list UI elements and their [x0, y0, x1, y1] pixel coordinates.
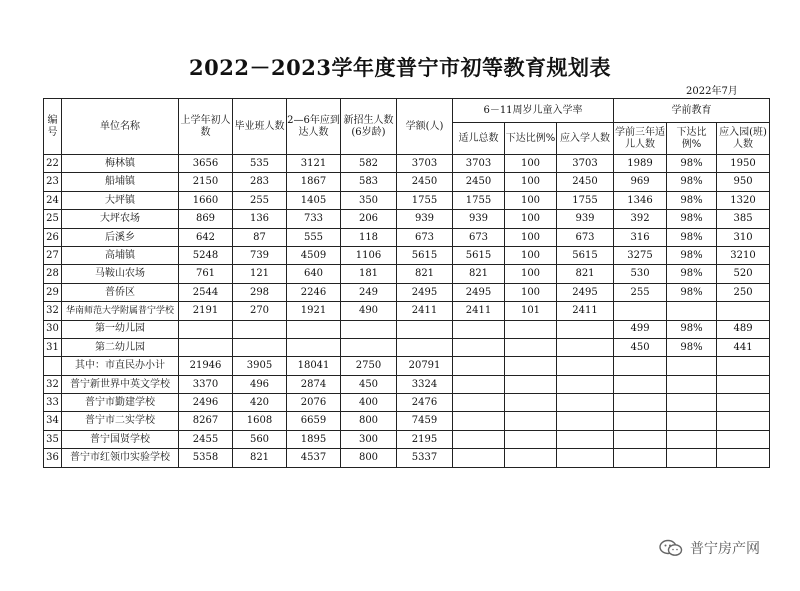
cell-preschool-ratio: 98%: [667, 283, 717, 301]
cell-reach-ratio: [505, 412, 557, 430]
cell-preschool-enroll: 520: [717, 265, 770, 283]
cell-id: 27: [44, 246, 62, 264]
cell-id: 23: [44, 173, 62, 191]
cell-preschool-ratio: [667, 357, 717, 375]
header-graduating: 毕业班人数: [233, 99, 287, 155]
cell-due-2-6: 733: [287, 210, 341, 228]
cell-prev-grade1: 2455: [179, 430, 233, 448]
cell-preschool-3yr: [614, 375, 667, 393]
cell-prev-grade1: 2150: [179, 173, 233, 191]
cell-graduating: 255: [233, 191, 287, 209]
document-title: 2022－2023学年度普宁市初等教育规划表: [189, 55, 611, 80]
cell-preschool-ratio: 98%: [667, 228, 717, 246]
cell-preschool-3yr: 3275: [614, 246, 667, 264]
cell-should-enroll: 821: [557, 265, 614, 283]
cell-preschool-3yr: [614, 412, 667, 430]
cell-due-2-6: 2246: [287, 283, 341, 301]
cell-graduating: 535: [233, 155, 287, 173]
cell-prev-grade1: 2496: [179, 394, 233, 412]
cell-new-enroll: 118: [341, 228, 397, 246]
cell-prev-grade1: 2544: [179, 283, 233, 301]
cell-quota: 20791: [397, 357, 453, 375]
cell-unit-name: 普宁市红领巾实验学校: [62, 449, 179, 467]
cell-should-enroll: 2411: [557, 302, 614, 320]
cell-graduating: [233, 320, 287, 338]
cell-reach-ratio: 100: [505, 210, 557, 228]
cell-age-total: [453, 430, 505, 448]
cell-graduating: 121: [233, 265, 287, 283]
cell-reach-ratio: 100: [505, 191, 557, 209]
cell-should-enroll: 2495: [557, 283, 614, 301]
cell-prev-grade1: [179, 320, 233, 338]
cell-preschool-3yr: 499: [614, 320, 667, 338]
cell-preschool-ratio: [667, 430, 717, 448]
cell-graduating: 821: [233, 449, 287, 467]
cell-graduating: 270: [233, 302, 287, 320]
cell-graduating: [233, 338, 287, 356]
cell-unit-name: 普侨区: [62, 283, 179, 301]
cell-unit-name: 普宁市二实学校: [62, 412, 179, 430]
cell-due-2-6: 6659: [287, 412, 341, 430]
cell-preschool-ratio: 98%: [667, 265, 717, 283]
cell-new-enroll: 249: [341, 283, 397, 301]
cell-new-enroll: 583: [341, 173, 397, 191]
cell-age-total: [453, 394, 505, 412]
cell-id: 32: [44, 375, 62, 393]
header-age-total: 适儿总数: [453, 123, 505, 155]
cell-quota: 3324: [397, 375, 453, 393]
cell-new-enroll: 800: [341, 412, 397, 430]
cell-due-2-6: 1921: [287, 302, 341, 320]
cell-age-total: [453, 357, 505, 375]
cell-graduating: 739: [233, 246, 287, 264]
cell-preschool-ratio: 98%: [667, 246, 717, 264]
cell-prev-grade1: 642: [179, 228, 233, 246]
cell-preschool-enroll: 441: [717, 338, 770, 356]
cell-should-enroll: [557, 394, 614, 412]
cell-preschool-ratio: [667, 412, 717, 430]
cell-graduating: 420: [233, 394, 287, 412]
table-row: [44, 191, 770, 209]
cell-id: [44, 357, 62, 375]
cell-prev-grade1: 2191: [179, 302, 233, 320]
cell-id: 33: [44, 394, 62, 412]
cell-preschool-enroll: 1950: [717, 155, 770, 173]
cell-quota: 939: [397, 210, 453, 228]
table-row: [44, 246, 770, 264]
cell-due-2-6: [287, 320, 341, 338]
cell-quota: [397, 338, 453, 356]
cell-unit-name: 大坪镇: [62, 191, 179, 209]
cell-should-enroll: 2450: [557, 173, 614, 191]
table-row: [44, 394, 770, 412]
cell-preschool-3yr: 1989: [614, 155, 667, 173]
cell-unit-name: 马鞍山农场: [62, 265, 179, 283]
cell-reach-ratio: [505, 338, 557, 356]
cell-new-enroll: 350: [341, 191, 397, 209]
cell-unit-name: 后溪乡: [62, 228, 179, 246]
cell-unit-name: 第二幼儿园: [62, 338, 179, 356]
cell-should-enroll: [557, 430, 614, 448]
table-row: [44, 302, 770, 320]
cell-reach-ratio: 100: [505, 173, 557, 191]
cell-id: 29: [44, 283, 62, 301]
cell-new-enroll: 490: [341, 302, 397, 320]
watermark-text: 普宁房产网: [690, 541, 760, 557]
cell-quota: 5337: [397, 449, 453, 467]
cell-new-enroll: 300: [341, 430, 397, 448]
cell-unit-name: 第一幼儿园: [62, 320, 179, 338]
cell-graduating: 298: [233, 283, 287, 301]
header-due-2-6: 2—6年应到达人数: [287, 99, 341, 155]
cell-preschool-ratio: 98%: [667, 320, 717, 338]
cell-due-2-6: 18041: [287, 357, 341, 375]
cell-unit-name: 船埔镇: [62, 173, 179, 191]
cell-preschool-enroll: [717, 412, 770, 430]
cell-should-enroll: 673: [557, 228, 614, 246]
table-row: [44, 449, 770, 467]
cell-unit-name: 普宁新世界中英文学校: [62, 375, 179, 393]
cell-preschool-enroll: 3210: [717, 246, 770, 264]
cell-new-enroll: 206: [341, 210, 397, 228]
cell-quota: 2195: [397, 430, 453, 448]
table-row: [44, 173, 770, 191]
cell-quota: 2495: [397, 283, 453, 301]
cell-quota: 3703: [397, 155, 453, 173]
cell-preschool-enroll: 310: [717, 228, 770, 246]
cell-reach-ratio: 101: [505, 302, 557, 320]
cell-age-total: [453, 375, 505, 393]
cell-due-2-6: 1895: [287, 430, 341, 448]
cell-due-2-6: 1867: [287, 173, 341, 191]
cell-prev-grade1: 21946: [179, 357, 233, 375]
cell-reach-ratio: 100: [505, 228, 557, 246]
cell-age-total: 939: [453, 210, 505, 228]
cell-quota: 1755: [397, 191, 453, 209]
cell-preschool-3yr: [614, 449, 667, 467]
cell-id: 34: [44, 412, 62, 430]
cell-should-enroll: 1755: [557, 191, 614, 209]
table-row: [44, 155, 770, 173]
table-row: [44, 228, 770, 246]
cell-prev-grade1: 3370: [179, 375, 233, 393]
cell-new-enroll: [341, 320, 397, 338]
cell-should-enroll: [557, 320, 614, 338]
table-row: [44, 320, 770, 338]
cell-preschool-enroll: 950: [717, 173, 770, 191]
cell-should-enroll: [557, 357, 614, 375]
table-row: [44, 265, 770, 283]
table-row: [44, 210, 770, 228]
cell-preschool-ratio: 98%: [667, 155, 717, 173]
cell-preschool-ratio: 98%: [667, 191, 717, 209]
cell-age-total: 673: [453, 228, 505, 246]
cell-preschool-ratio: 98%: [667, 173, 717, 191]
header-group-preschool: 学前教育: [614, 99, 770, 123]
header-quota: 学额(人): [397, 99, 453, 155]
cell-due-2-6: 3121: [287, 155, 341, 173]
cell-preschool-enroll: [717, 449, 770, 467]
table-row: [44, 357, 770, 375]
cell-graduating: 3905: [233, 357, 287, 375]
cell-preschool-3yr: 255: [614, 283, 667, 301]
cell-prev-grade1: 5248: [179, 246, 233, 264]
cell-reach-ratio: [505, 320, 557, 338]
cell-age-total: 1755: [453, 191, 505, 209]
cell-reach-ratio: 100: [505, 246, 557, 264]
cell-preschool-ratio: 98%: [667, 210, 717, 228]
cell-quota: 2450: [397, 173, 453, 191]
cell-age-total: 2450: [453, 173, 505, 191]
cell-preschool-3yr: 316: [614, 228, 667, 246]
cell-quota: 673: [397, 228, 453, 246]
cell-unit-name: 普宁市勤建学校: [62, 394, 179, 412]
cell-unit-name: 高埔镇: [62, 246, 179, 264]
header-unit-name: 单位名称: [62, 99, 179, 155]
header-new-enroll: 新招生人数(6岁龄): [341, 99, 397, 155]
table-body: [44, 155, 770, 468]
cell-age-total: [453, 449, 505, 467]
document-date: 2022年7月: [686, 86, 738, 97]
header-group-primary: 6－11周岁儿童入学率: [453, 99, 614, 123]
cell-reach-ratio: [505, 357, 557, 375]
cell-graduating: 136: [233, 210, 287, 228]
cell-preschool-enroll: 385: [717, 210, 770, 228]
cell-quota: 5615: [397, 246, 453, 264]
cell-should-enroll: 939: [557, 210, 614, 228]
cell-unit-name: 华南师范大学附属普宁学校: [62, 302, 179, 320]
table-row: [44, 430, 770, 448]
cell-prev-grade1: 3656: [179, 155, 233, 173]
cell-reach-ratio: 100: [505, 283, 557, 301]
cell-new-enroll: 400: [341, 394, 397, 412]
planning-table: [43, 98, 770, 468]
cell-quota: [397, 320, 453, 338]
cell-preschool-3yr: [614, 302, 667, 320]
watermark: [658, 538, 760, 558]
cell-should-enroll: [557, 449, 614, 467]
cell-id: 36: [44, 449, 62, 467]
cell-preschool-3yr: 530: [614, 265, 667, 283]
cell-prev-grade1: [179, 338, 233, 356]
cell-id: 31: [44, 338, 62, 356]
header-id: 编号: [44, 99, 62, 155]
cell-unit-name: 其中：市直民办小计: [62, 357, 179, 375]
cell-preschool-enroll: 1320: [717, 191, 770, 209]
cell-unit-name: 普宁国贤学校: [62, 430, 179, 448]
cell-graduating: 1608: [233, 412, 287, 430]
header-preschool-ratio: 下达比例%: [667, 123, 717, 155]
header-preschool-3yr: 学前三年适儿人数: [614, 123, 667, 155]
cell-preschool-enroll: [717, 357, 770, 375]
cell-reach-ratio: [505, 394, 557, 412]
cell-new-enroll: [341, 338, 397, 356]
cell-due-2-6: 555: [287, 228, 341, 246]
cell-due-2-6: 640: [287, 265, 341, 283]
cell-quota: 7459: [397, 412, 453, 430]
cell-age-total: 5615: [453, 246, 505, 264]
cell-prev-grade1: 869: [179, 210, 233, 228]
cell-preschool-ratio: [667, 394, 717, 412]
table-row: [44, 338, 770, 356]
cell-preschool-3yr: [614, 357, 667, 375]
cell-id: 35: [44, 430, 62, 448]
cell-preschool-ratio: [667, 302, 717, 320]
cell-prev-grade1: 8267: [179, 412, 233, 430]
cell-quota: 2476: [397, 394, 453, 412]
cell-prev-grade1: 761: [179, 265, 233, 283]
cell-age-total: 2495: [453, 283, 505, 301]
header-prev-grade1: 上学年初人数: [179, 99, 233, 155]
cell-id: 22: [44, 155, 62, 173]
cell-preschool-3yr: [614, 394, 667, 412]
cell-reach-ratio: [505, 430, 557, 448]
cell-age-total: 3703: [453, 155, 505, 173]
cell-preschool-ratio: 98%: [667, 338, 717, 356]
cell-quota: 2411: [397, 302, 453, 320]
cell-id: 24: [44, 191, 62, 209]
cell-should-enroll: [557, 375, 614, 393]
cell-reach-ratio: [505, 449, 557, 467]
table-row: [44, 412, 770, 430]
cell-reach-ratio: 100: [505, 155, 557, 173]
cell-quota: 821: [397, 265, 453, 283]
cell-prev-grade1: 1660: [179, 191, 233, 209]
cell-preschool-3yr: [614, 430, 667, 448]
cell-preschool-3yr: 969: [614, 173, 667, 191]
cell-preschool-enroll: [717, 430, 770, 448]
cell-preschool-enroll: [717, 302, 770, 320]
cell-due-2-6: [287, 338, 341, 356]
cell-preschool-enroll: 250: [717, 283, 770, 301]
cell-age-total: [453, 412, 505, 430]
wechat-icon: [658, 538, 684, 558]
cell-id: 26: [44, 228, 62, 246]
cell-preschool-3yr: 1346: [614, 191, 667, 209]
header-reach-ratio: 下达比例%: [505, 123, 557, 155]
cell-prev-grade1: 5358: [179, 449, 233, 467]
cell-new-enroll: 181: [341, 265, 397, 283]
cell-graduating: 283: [233, 173, 287, 191]
header-should-enroll: 应入学人数: [557, 123, 614, 155]
cell-should-enroll: 5615: [557, 246, 614, 264]
cell-graduating: 496: [233, 375, 287, 393]
table-row: [44, 283, 770, 301]
cell-due-2-6: 4509: [287, 246, 341, 264]
cell-preschool-enroll: 489: [717, 320, 770, 338]
cell-should-enroll: [557, 338, 614, 356]
cell-graduating: 87: [233, 228, 287, 246]
cell-reach-ratio: [505, 375, 557, 393]
cell-due-2-6: 2874: [287, 375, 341, 393]
cell-age-total: 821: [453, 265, 505, 283]
cell-preschool-enroll: [717, 394, 770, 412]
cell-unit-name: 梅林镇: [62, 155, 179, 173]
cell-id: 28: [44, 265, 62, 283]
cell-id: 25: [44, 210, 62, 228]
cell-reach-ratio: 100: [505, 265, 557, 283]
cell-due-2-6: 4537: [287, 449, 341, 467]
cell-age-total: 2411: [453, 302, 505, 320]
cell-preschool-3yr: 450: [614, 338, 667, 356]
cell-new-enroll: 800: [341, 449, 397, 467]
cell-due-2-6: 2076: [287, 394, 341, 412]
cell-id: 30: [44, 320, 62, 338]
cell-due-2-6: 1405: [287, 191, 341, 209]
cell-graduating: 560: [233, 430, 287, 448]
cell-new-enroll: 582: [341, 155, 397, 173]
cell-id: 32: [44, 302, 62, 320]
cell-new-enroll: 2750: [341, 357, 397, 375]
header-preschool-enroll: 应入园(班)人数: [717, 123, 770, 155]
cell-new-enroll: 1106: [341, 246, 397, 264]
table-row: [44, 375, 770, 393]
cell-age-total: [453, 320, 505, 338]
cell-preschool-ratio: [667, 449, 717, 467]
cell-should-enroll: [557, 412, 614, 430]
cell-unit-name: 大坪农场: [62, 210, 179, 228]
table-header: [44, 99, 770, 155]
cell-age-total: [453, 338, 505, 356]
cell-preschool-ratio: [667, 375, 717, 393]
cell-preschool-enroll: [717, 375, 770, 393]
cell-should-enroll: 3703: [557, 155, 614, 173]
cell-new-enroll: 450: [341, 375, 397, 393]
cell-preschool-3yr: 392: [614, 210, 667, 228]
